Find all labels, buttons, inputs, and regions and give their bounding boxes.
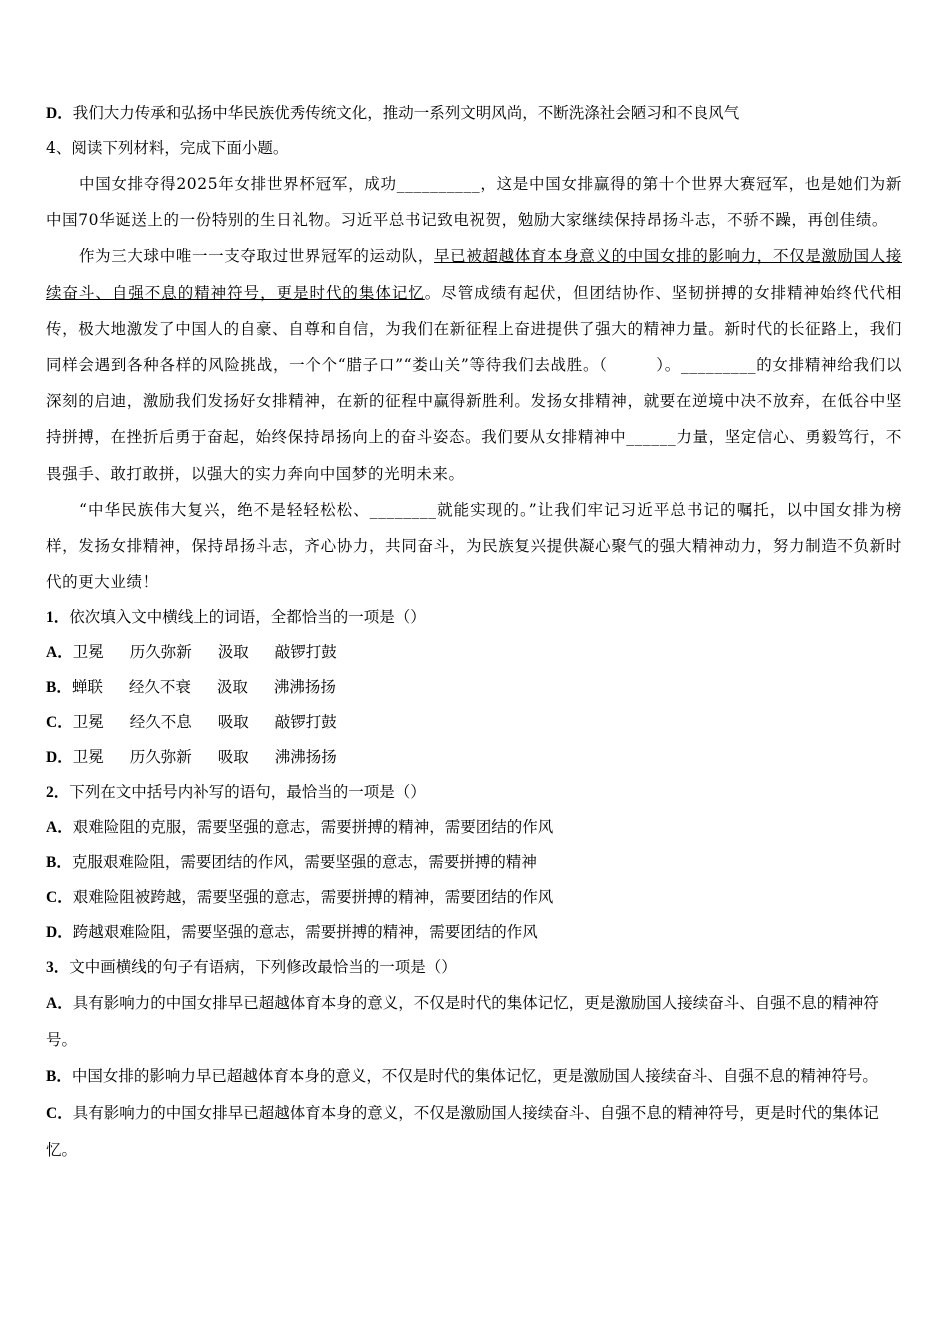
question-2: [46, 775, 902, 810]
option-label: A．: [46, 644, 73, 662]
question-3: [46, 950, 902, 985]
option-word: 蝉联: [71, 678, 103, 697]
option-text: 我们大力传承和弘扬中华民族优秀传统文化，推动一系列文明风尚，不断洗涤社会陋习和不良风气: [72, 104, 740, 122]
option-label: D．: [46, 924, 73, 942]
option-word: 经久不息: [129, 713, 192, 732]
q1-option-d[interactable]: [46, 740, 902, 775]
option-word: 历久弥新: [129, 748, 192, 767]
q1-option-a[interactable]: [46, 635, 902, 670]
option-word: 卫冕: [72, 713, 104, 732]
option-word: 汲取: [217, 643, 249, 662]
q2-option-c[interactable]: [46, 880, 902, 915]
option-word: 历久弥新: [129, 643, 192, 662]
question-stem: 文中画横线的句子有语病，下列修改最恰当的一项是（）: [69, 958, 457, 977]
passage-paragraph-1: 中国女排夺得2025年女排世界杯冠军，成功__________，这是中国女排赢得的第十个世界大赛冠军，也是她们为新中国70华诞送上的一份特别的生日礼物。习近平总书记致电祝贺，勉励大家继续保持昂扬斗志，不骄不躁，再创佳绩。: [46, 175, 902, 230]
option-word: 敲锣打鼓: [274, 643, 337, 662]
q1-option-c[interactable]: [46, 705, 902, 740]
q2-option-b[interactable]: [46, 845, 902, 880]
option-word: 卫冕: [72, 748, 104, 767]
q2-option-d[interactable]: [46, 915, 902, 950]
option-label: B．: [46, 854, 72, 872]
option-text: 中国女排的影响力早已超越体育本身的意义，不仅是时代的集体记忆，更是激励国人接续奋斗、自强不息的精神符号。: [71, 1067, 878, 1086]
option-word: 经久不衰: [128, 678, 191, 697]
section-4-title: 4、阅读下列材料，完成下面小题。: [46, 139, 289, 157]
option-word: 卫冕: [72, 643, 104, 662]
option-label: A．: [46, 995, 73, 1013]
option-text: 跨越艰难险阻，需要坚强的意志，需要拼搏的精神，需要团结的作风: [72, 923, 538, 942]
option-text: 克服艰难险阻，需要团结的作风，需要坚强的意志，需要拼搏的精神: [71, 853, 537, 872]
option-text: 具有影响力的中国女排早已超越体育本身的意义，不仅是激励国人接续奋斗、自强不息的精神符号，更是时代的集体记忆。: [46, 1104, 879, 1160]
q3-option-b[interactable]: [46, 1058, 902, 1095]
exam-page: [46, 96, 902, 1168]
q3-option-c[interactable]: [46, 1095, 902, 1168]
option-word: 汲取: [216, 678, 248, 697]
option-word: 吸取: [217, 713, 249, 732]
q3-option-a[interactable]: [46, 985, 902, 1058]
passage-paragraph-2: [46, 238, 902, 491]
question-stem: 依次填入文中横线上的词语，全都恰当的一项是（）: [69, 608, 426, 627]
option-word: 沸沸扬扬: [274, 748, 337, 767]
option-label: D．: [46, 749, 73, 767]
option-label: C．: [46, 714, 73, 732]
option-label: C．: [46, 1105, 73, 1123]
q2-option-a[interactable]: [46, 810, 902, 845]
option-text: 艰难险阻的克服，需要坚强的意志，需要拼搏的精神，需要团结的作风: [72, 818, 554, 837]
prev-option-d: [46, 96, 902, 131]
question-number: 1．: [46, 609, 70, 627]
underlined-sentence: 早已被超越体育本身意义的中国女排的影响力，不仅是激励国人接续奋斗、自强不息的精神符号，更是时代的集体记忆: [46, 247, 903, 302]
option-label: B．: [46, 679, 72, 697]
option-label: D．: [46, 105, 73, 122]
option-label: C．: [46, 889, 73, 907]
q1-option-b[interactable]: [46, 670, 902, 705]
option-text: 艰难险阻被跨越，需要坚强的意志，需要拼搏的精神，需要团结的作风: [72, 888, 554, 907]
question-stem: 下列在文中括号内补写的语句，最恰当的一项是（）: [69, 783, 426, 802]
passage-text: 作为三大球中唯一一支夺取过世界冠军的运动队，: [79, 247, 435, 266]
passage-paragraph-3: “中华民族伟大复兴，绝不是轻轻松松、________就能实现的。”让我们牢记习近平总书记的嘱托，以中国女排为榜样，发扬女排精神，保持昂扬斗志，齐心协力，共同奋斗，为民族复兴提供凝心聚气的强大精神动力，努力制造不负新时代的更大业绩！: [46, 500, 902, 592]
option-label: B．: [46, 1068, 72, 1086]
question-number: 3．: [46, 959, 70, 977]
option-word: 吸取: [217, 748, 249, 767]
option-text: 具有影响力的中国女排早已超越体育本身的意义，不仅是时代的集体记忆，更是激励国人接续奋斗、自强不息的精神符号。: [46, 994, 879, 1050]
question-number: 2．: [46, 784, 70, 802]
option-word: 沸沸扬扬: [273, 678, 336, 697]
option-label: A．: [46, 819, 73, 837]
passage-text: 。尽管成绩有起伏，但团结协作、坚韧拼搏的女排精神始终代代相传，极大地激发了中国人的自豪、自尊和自信，为我们在新征程上奋进提供了强大的精神力量。新时代的长征路上，我们同样会遇到各种各样的风险挑战，一个个“腊子口”“娄山关”等待我们去战胜。（ ）。_________的女排精神给我们以深刻的启迪，激励我们发扬好女排精神，在新的征程中赢得新胜利。发扬女排精神，就要在逆境中决不放弃，在低谷中坚持拼搏，在挫折后勇于奋起，始终保持昂扬向上的奋斗姿态。我们要从女排精神中______力量，坚定信心、勇毅笃行，不畏强手、敢打敢拼，以强大的实力奔向中国梦的光明未来。: [46, 283, 902, 483]
question-1: [46, 600, 902, 635]
option-word: 敲锣打鼓: [274, 713, 337, 732]
